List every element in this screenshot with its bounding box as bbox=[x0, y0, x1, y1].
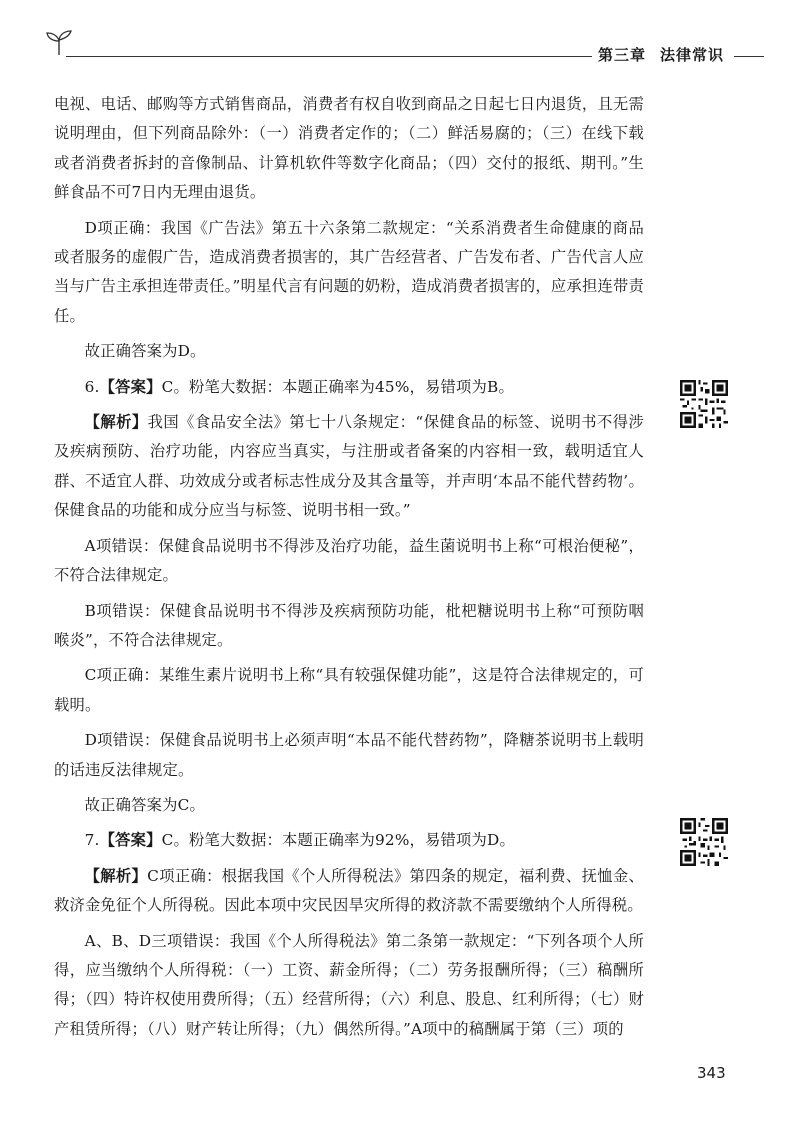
answer-text: C。粉笔大数据：本题正确率为45%，易错项为B。 bbox=[161, 377, 514, 396]
chapter-number: 第三章 bbox=[597, 46, 646, 64]
question-number: 7. bbox=[84, 831, 100, 850]
answer-7 bbox=[54, 826, 644, 855]
paragraph-conclusion: 故正确答案为D。 bbox=[84, 342, 206, 361]
paragraph-option-c: C项正确：某维生素片说明书上称“具有较强保健功能”，这是符合法律规定的，可载明。 bbox=[54, 666, 644, 714]
analysis-text: 我国《食品安全法》第七十八条规定：“保健食品的标签、说明书不得涉及疾病预防、治疗功能，内容应当真实，与注册或者备案的内容相一致，载明适宜人群、不适宜人群、功效成分或者标志性成分及其含量等，并声明‘本品不能代替药物’。保健食品的功能和成分应当与标签、说明书相一致。” bbox=[54, 413, 644, 520]
page-header bbox=[44, 28, 764, 68]
paragraph-options-abd: A、B、D三项错误：我国《个人所得税法》第二条第一款规定：“下列各项个人所得，应当缴纳个人所得税：（一）工资、薪金所得；（二）劳务报酬所得；（三）稿酬所得；（四）特许权使用费所得；（五）经营所得；（六）利息、股息、红利所得；（七）财产租赁所得；（八）财产转让所得；（九）偶然所得。”A项中的稿酬属于第（三）项的 bbox=[54, 931, 644, 1038]
header-rule-end bbox=[734, 56, 764, 57]
sprout-icon bbox=[44, 28, 74, 58]
page-body bbox=[54, 90, 644, 1050]
paragraph-option-a: A项错误：保健食品说明书不得涉及治疗功能，益生菌说明书上称“可根治便秘”，不符合法律规定。 bbox=[54, 536, 644, 585]
qr-code-icon[interactable] bbox=[680, 380, 728, 428]
analysis-7 bbox=[54, 862, 644, 921]
analysis-text: C项正确：根据我国《个人所得税法》第四条的规定，福利费、抚恤金、救济金免征个人所得税。因此本项中灾民因旱灾所得的救济款不需要缴纳个人所得税。 bbox=[54, 866, 644, 915]
qr-code-icon[interactable] bbox=[680, 818, 728, 866]
chapter-title: 法律常识 bbox=[659, 46, 724, 64]
analysis-tag: 【解析】 bbox=[84, 413, 148, 432]
header-rule bbox=[66, 56, 596, 57]
chapter-heading bbox=[592, 44, 730, 65]
paragraph-continued: 电视、电话、邮购等方式销售商品，消费者有权自收到商品之日起七日内退货，且无需说明理由，但下列商品除外：（一）消费者定作的；（二）鲜活易腐的；（三）在线下载或者消费者拆封的音像制品、计算机软件等数字化商品；（四）交付的报纸、期刊。”生鲜食品不可7日内无理由退货。 bbox=[54, 95, 644, 202]
answer-text: C。粉笔大数据：本题正确率为92%，易错项为D。 bbox=[161, 831, 516, 850]
question-number: 6. bbox=[84, 377, 100, 396]
answer-6 bbox=[54, 373, 644, 402]
paragraph-option-d: D项错误：保健食品说明书上必须声明“本品不能代替药物”，降糖茶说明书上载明的话违反法律规定。 bbox=[54, 731, 644, 779]
analysis-6 bbox=[54, 408, 644, 526]
paragraph-option-b: B项错误：保健食品说明书不得涉及疾病预防功能，枇杷糖说明书上称“可预防咽喉炎”，不符合法律规定。 bbox=[54, 601, 644, 649]
paragraph-conclusion: 故正确答案为C。 bbox=[84, 795, 205, 814]
analysis-tag: 【解析】 bbox=[84, 866, 148, 885]
answer-tag: 【答案】 bbox=[99, 377, 162, 396]
paragraph-option-d: D项正确：我国《广告法》第五十六条第二款规定：“关系消费者生命健康的商品或者服务的虚假广告，造成消费者损害的，其广告经营者、广告发布者、广告代言人应当与广告主承担连带责任。”明星代言有问题的奶粉，造成消费者损害的，应承担连带责任。 bbox=[54, 218, 644, 325]
page-number: 343 bbox=[697, 1064, 726, 1082]
answer-tag: 【答案】 bbox=[99, 831, 162, 850]
